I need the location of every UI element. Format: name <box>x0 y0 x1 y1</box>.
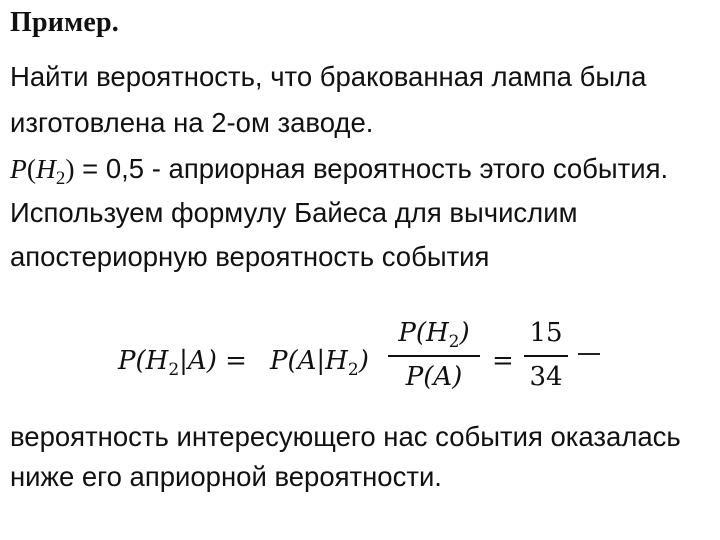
prior-symbol-p: P <box>10 153 27 184</box>
method-line-2: апостериорную вероятность события <box>10 241 490 272</box>
conclusion-line-2: ниже его априорной вероятности. <box>10 461 442 492</box>
formula-likelihood-text: P(A|H <box>270 346 348 376</box>
result-fraction-bar <box>524 355 568 357</box>
slide-title: Пример. <box>10 7 119 38</box>
prior-probability-line <box>10 152 669 189</box>
formula-fraction-prior-over-evidence <box>388 318 480 392</box>
formula-lhs <box>118 346 247 380</box>
result-denominator: 34 <box>529 362 563 392</box>
conclusion-line-1: вероятность интересующего нас события оказалась <box>10 421 681 452</box>
formula-equals: = <box>492 346 514 376</box>
fraction-numerator-close: ) <box>459 318 470 348</box>
formula-fraction-result <box>524 318 568 392</box>
fraction-denominator: P(A) <box>405 362 463 392</box>
formula-lhs-p: P( <box>118 346 146 376</box>
formula-lhs-given-a: |A) = <box>179 346 247 376</box>
fraction-numerator-text: P(H <box>398 318 449 348</box>
prior-description: = 0,5 - априорная вероятность этого события. <box>74 153 669 184</box>
prior-symbol-h: H <box>35 153 56 184</box>
formula-likelihood-close: ) <box>358 346 369 376</box>
formula-lhs-h: H <box>145 346 169 376</box>
prior-open-paren: ( <box>26 153 36 184</box>
formula-likelihood <box>270 346 369 380</box>
formula-lhs-sub: 2 <box>168 360 180 380</box>
prior-close-paren: ) <box>65 153 75 184</box>
problem-line-1: Найти вероятность, что бракованная лампа была <box>10 61 647 92</box>
fraction-bar <box>388 355 480 357</box>
fraction-numerator-sub: 2 <box>448 332 460 352</box>
problem-line-2: изготовлена на 2-ом заводе. <box>10 107 374 138</box>
fraction-numerator <box>388 318 480 352</box>
formula-trailing-dash <box>578 353 600 355</box>
result-numerator: 15 <box>529 318 563 348</box>
method-line-1: Используем формулу Байеса для вычислим <box>10 197 578 228</box>
formula-likelihood-sub: 2 <box>347 360 359 380</box>
prior-subscript: 2 <box>55 168 66 189</box>
